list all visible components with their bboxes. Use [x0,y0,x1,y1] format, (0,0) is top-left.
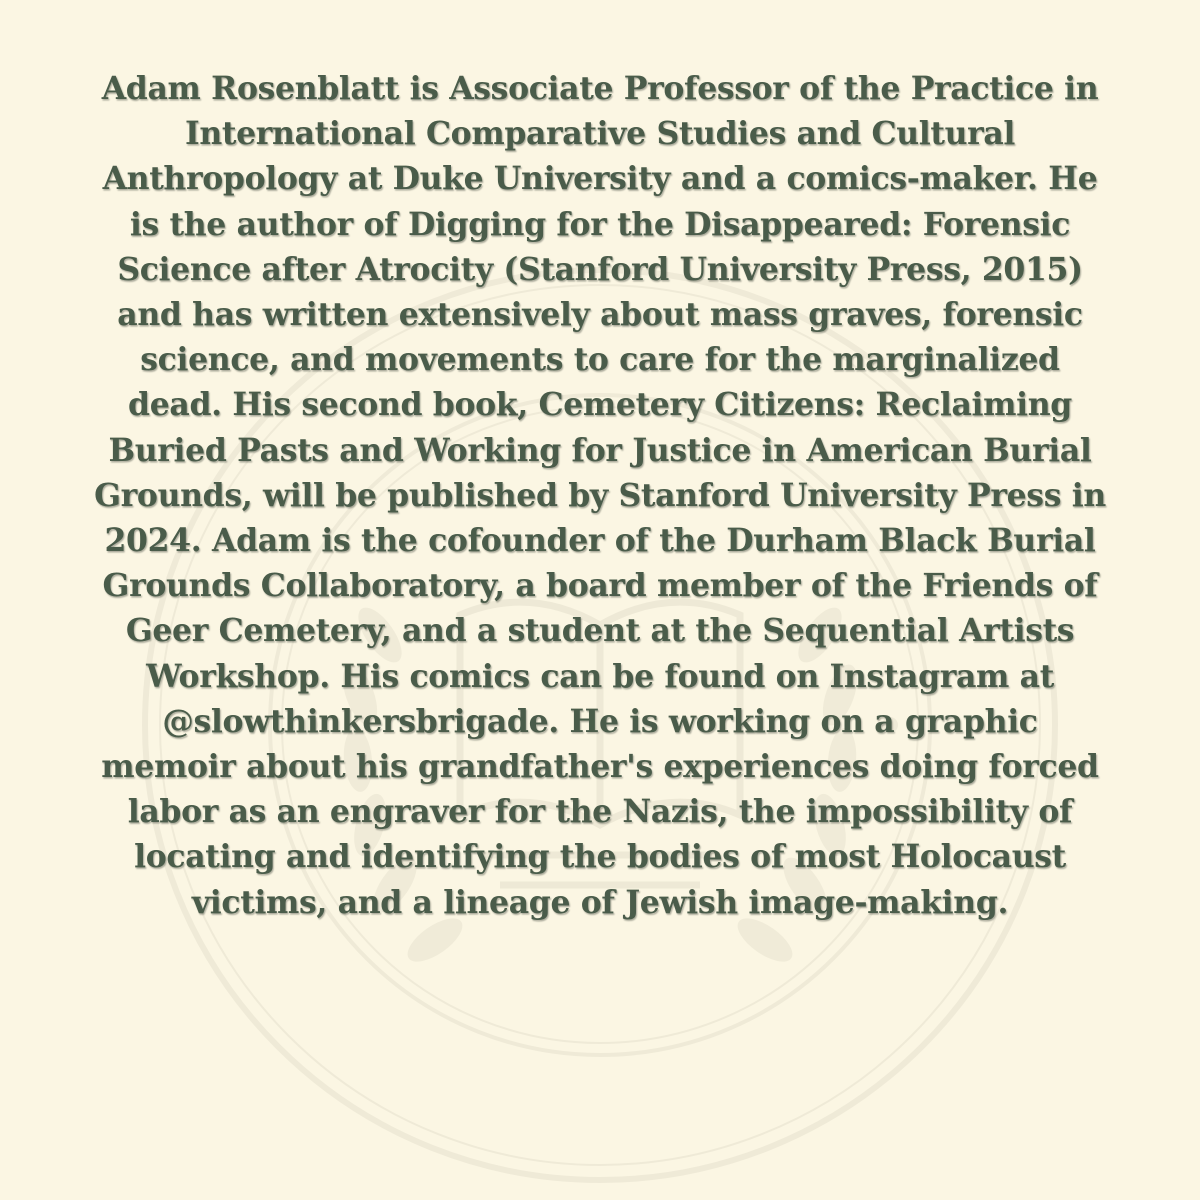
bio-line: Workshop. His comics can be found on Instagram at [146,657,1054,695]
bio-line: and has written extensively about mass graves, forensic [117,296,1083,334]
bio-line: 2024. Adam is the cofounder of the Durham Black Burial [104,522,1096,560]
bio-line: Adam Rosenblatt is Associate Professor of the Practice in [101,70,1099,107]
bio-line: International Comparative Studies and Cultural [184,115,1016,153]
bio-line: victims, and a lineage of Jewish image-making. [191,883,1009,921]
bio-line: dead. His second book, Cemetery Citizens: Reclaiming [128,386,1072,424]
bio-line: Grounds Collaboratory, a board member of the Friends of [102,567,1098,605]
bio-line: locating and identifying the bodies of most Holocaust [134,838,1066,876]
bio-line: is the author of Digging for the Disappeared: Forensic [129,205,1071,243]
bio-text [20,66,1180,925]
bio-line: Science after Atrocity (Stanford University Press, 2015) [117,250,1083,288]
bio-line: Grounds, will be published by Stanford University Press in [94,476,1106,514]
bio-line: Buried Pasts and Working for Justice in American Burial [108,431,1092,469]
bio-line: @slowthinkersbrigade. He is working on a graphic [162,702,1038,740]
bio-line: Geer Cemetery, and a student at the Sequential Artists [125,612,1075,650]
bio-line: Anthropology at Duke University and a comics-maker. He [102,160,1098,198]
bio-line: labor as an engraver for the Nazis, the impossibility of [127,793,1073,831]
bio-line: science, and movements to care for the marginalized [140,341,1060,379]
bio-line: memoir about his grandfather's experiences doing forced [101,748,1099,786]
